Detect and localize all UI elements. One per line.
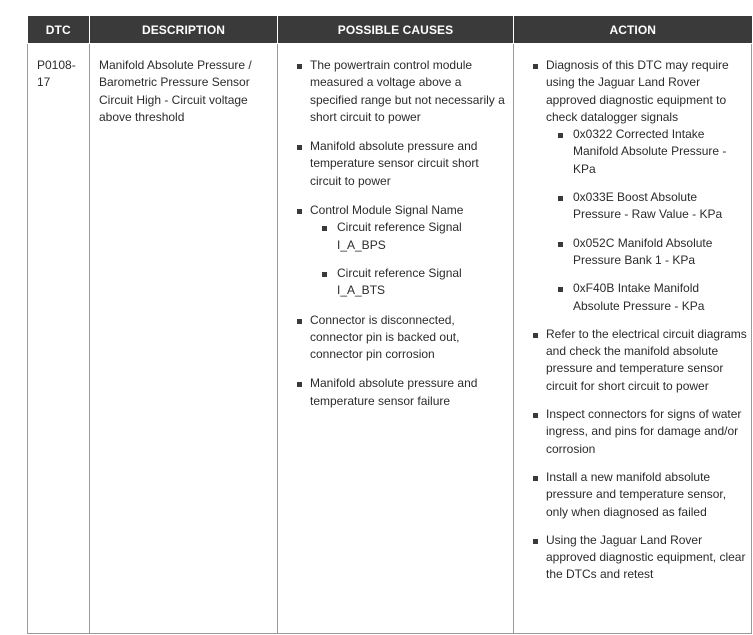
header-possible-causes: POSSIBLE CAUSES <box>278 16 514 44</box>
square-bullet-icon <box>533 476 538 481</box>
header-action: ACTION <box>514 16 752 44</box>
datalogger-subitem <box>546 280 747 315</box>
square-bullet-icon <box>297 319 302 324</box>
dtc-code-cell: P0108-17 <box>28 44 90 634</box>
actions-list <box>524 57 747 584</box>
causes-list <box>288 57 509 410</box>
cause-item <box>288 57 509 126</box>
cause-text: The powertrain control module measured a voltage above a specified range but not necessarily a short circuit to power <box>310 58 505 124</box>
datalogger-text: 0xF40B Intake Manifold Absolute Pressure - KPa <box>573 281 705 313</box>
square-bullet-icon <box>297 209 302 214</box>
action-text: Using the Jaguar Land Rover approved diagnostic equipment, clear the DTCs and retest <box>546 532 746 582</box>
cause-text: Control Module Signal Name <box>310 203 464 218</box>
square-bullet-icon <box>533 539 538 544</box>
action-text: Diagnosis of this DTC may require using the Jaguar Land Rover approved diagnostic equipment to check datalogger signals <box>546 58 729 124</box>
square-bullet-icon <box>533 413 538 418</box>
cause-text: Connector is disconnected, connector pin is backed out, connector pin corrosion <box>310 312 460 362</box>
dtc-table <box>27 16 752 634</box>
square-bullet-icon <box>297 145 302 150</box>
square-bullet-icon <box>558 133 563 138</box>
table-header <box>28 16 752 44</box>
cause-item <box>288 312 509 364</box>
square-bullet-icon <box>322 272 327 277</box>
header-dtc: DTC <box>28 16 90 44</box>
square-bullet-icon <box>558 196 563 201</box>
datalogger-subitem <box>546 189 747 224</box>
header-row <box>28 16 752 44</box>
signal-text: Circuit reference Signal I_A_BPS <box>337 220 462 252</box>
action-item <box>524 532 747 584</box>
cause-text: Manifold absolute pressure and temperature sensor circuit short circuit to power <box>310 139 479 188</box>
cause-item <box>288 202 509 299</box>
cause-text: Manifold absolute pressure and temperature sensor failure <box>310 376 478 408</box>
datalogger-text: 0x0322 Corrected Intake Manifold Absolute Pressure - KPa <box>573 127 727 176</box>
table-row <box>28 44 752 634</box>
square-bullet-icon <box>322 226 327 231</box>
action-text: Inspect connectors for signs of water ingress, and pins for damage and/or corrosion <box>546 407 742 456</box>
datalogger-text: 0x033E Boost Absolute Pressure - Raw Value - KPa <box>573 190 723 222</box>
signal-subitem <box>310 219 509 254</box>
signal-text: Circuit reference Signal I_A_BTS <box>337 265 462 298</box>
datalogger-subitem <box>546 126 747 178</box>
datalogger-text: 0x052C Manifold Absolute Pressure Bank 1 - KPa <box>573 235 713 267</box>
possible-causes-cell <box>278 44 514 634</box>
datalogger-subitem <box>546 235 747 270</box>
datalogger-sublist <box>546 126 747 315</box>
cause-item <box>288 138 509 190</box>
header-description: DESCRIPTION <box>90 16 278 44</box>
square-bullet-icon <box>533 64 538 69</box>
cause-item <box>288 375 509 410</box>
action-item <box>524 469 747 521</box>
action-text: Refer to the electrical circuit diagrams and check the manifold absolute pressure and temperature sensor circuit for short circuit to power <box>546 326 747 393</box>
action-cell <box>514 44 752 634</box>
action-item <box>524 326 747 395</box>
description-cell: Manifold Absolute Pressure / Barometric Pressure Sensor Circuit High - Circuit voltage above threshold <box>90 44 278 634</box>
square-bullet-icon <box>297 382 302 387</box>
action-text: Install a new manifold absolute pressure and temperature sensor, only when diagnosed as failed <box>546 469 727 519</box>
action-item <box>524 406 747 458</box>
signal-sublist <box>310 219 509 299</box>
square-bullet-icon <box>558 242 563 247</box>
signal-subitem <box>310 265 509 300</box>
square-bullet-icon <box>533 333 538 338</box>
square-bullet-icon <box>297 64 302 69</box>
action-item <box>524 57 747 315</box>
square-bullet-icon <box>558 287 563 292</box>
